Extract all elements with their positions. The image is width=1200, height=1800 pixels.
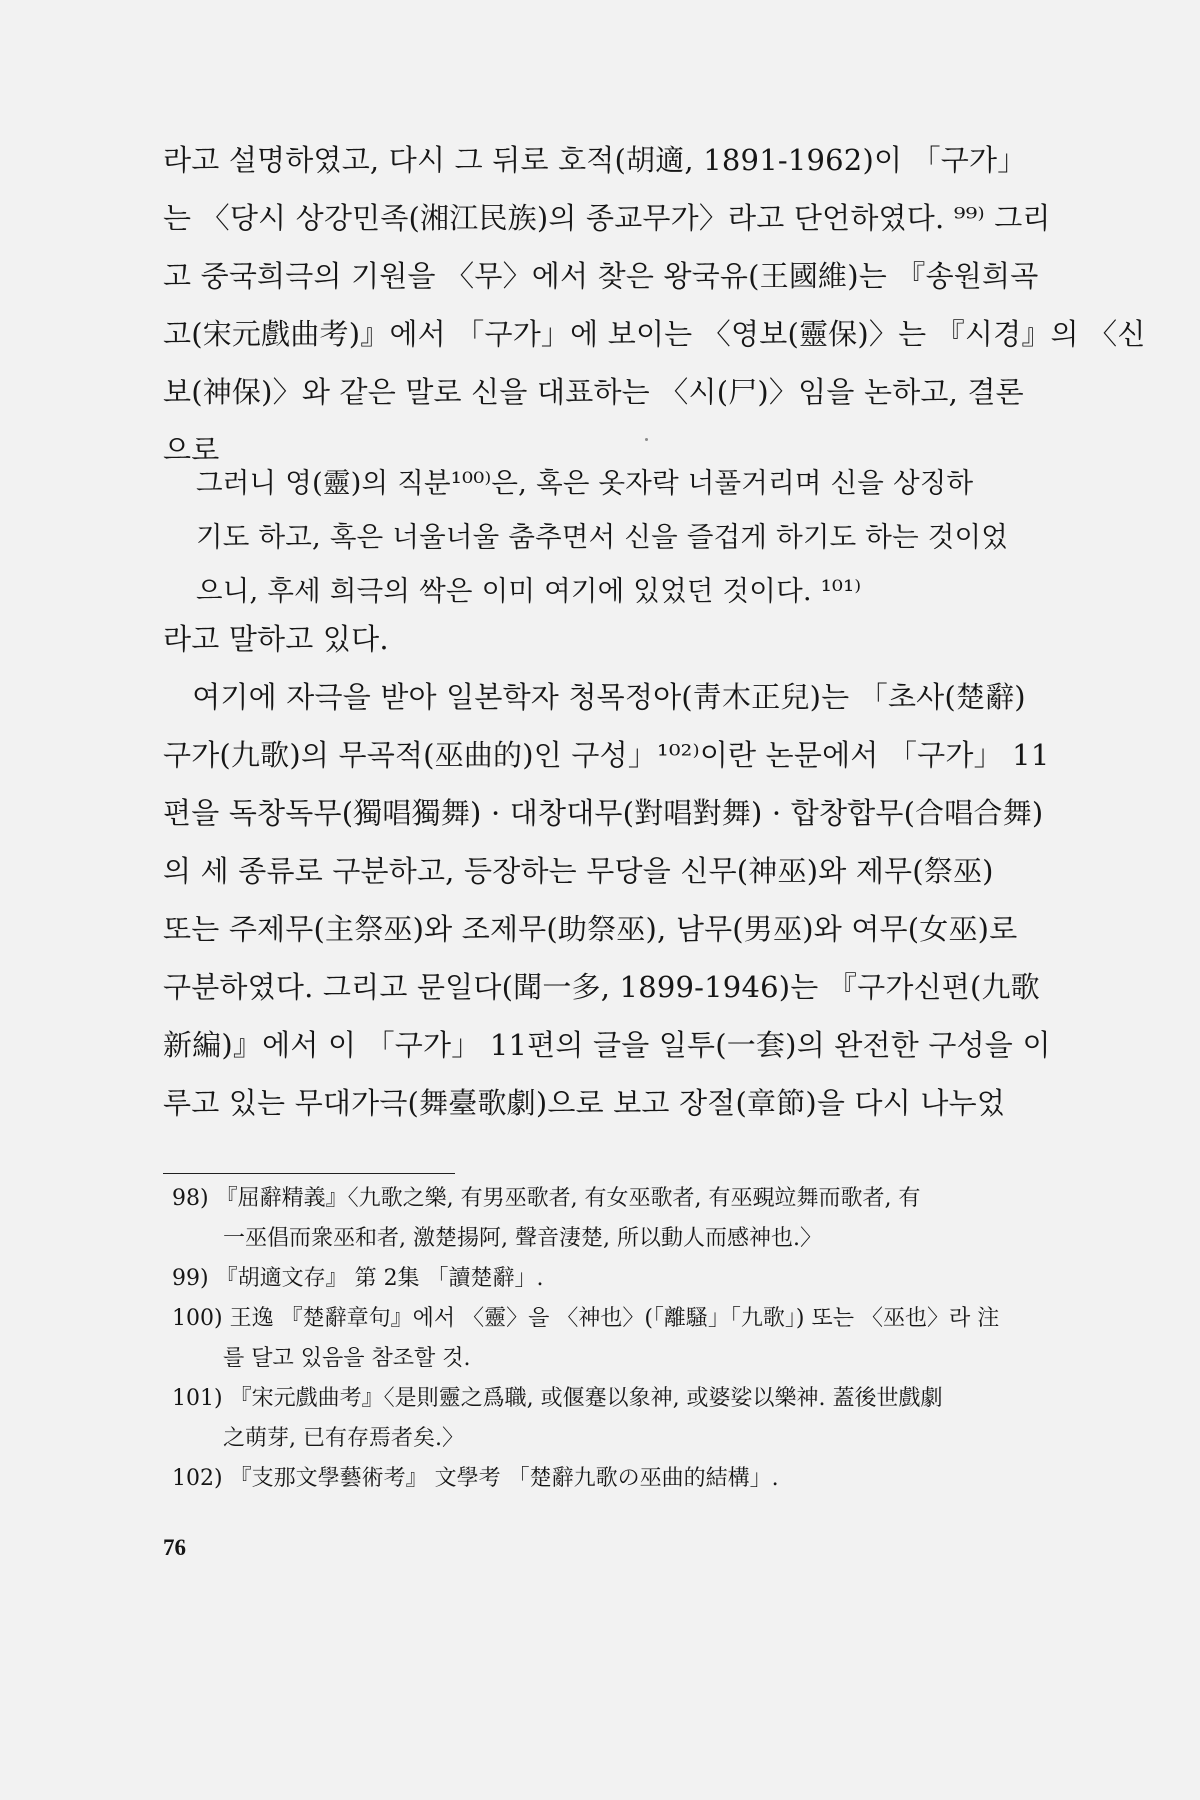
body-line: 의 세 종류로 구분하고, 등장하는 무당을 신무(神巫)와 제무(祭巫) (163, 854, 994, 888)
body-line: 고(宋元戲曲考)』에서 「구가」에 보이는 〈영보(靈保)〉는 『시경』의 〈신 (163, 317, 1146, 351)
body-line: 루고 있는 무대가극(舞臺歌劇)으로 보고 장절(章節)을 다시 나누었 (163, 1086, 1006, 1120)
footnote-number: 102) (172, 1466, 223, 1491)
body-line: 편을 독창독무(獨唱獨舞) · 대창대무(對唱對舞) · 합창합무(合唱合舞) (163, 796, 1044, 830)
footnote-text: 一巫倡而衆巫和者, 激楚揚阿, 聲音淒楚, 所以動人而感神也.〉 (223, 1226, 822, 1251)
body-line: 고 중국희극의 기원을 〈무〉에서 찾은 왕국유(王國維)는 『송원희곡 (163, 259, 1039, 293)
footnote-divider (163, 1173, 455, 1174)
quote-line: 기도 하고, 혹은 너울너울 춤추면서 신을 즐겁게 하기도 하는 것이었 (196, 521, 1009, 553)
footnote-text: 王逸 『楚辭章句』에서 〈靈〉을 〈神也〉(「離騷」「九歌」) 또는 〈巫也〉라 注 (229, 1306, 1000, 1331)
footnote-99 (172, 1259, 1038, 1299)
footnote-102 (172, 1459, 1038, 1499)
body-line: 보(神保)〉와 같은 말로 신을 대표하는 〈시(尸)〉임을 논하고, 결론 (163, 375, 1024, 409)
scan-speck (645, 438, 648, 441)
footnote-number: 100) (172, 1306, 223, 1331)
footnotes (172, 1179, 1038, 1499)
footnote-text: 『支那文學藝術考』 文學考 「楚辭九歌の巫曲的結構」. (229, 1466, 779, 1491)
block-quote (196, 456, 1038, 618)
body-line: 라고 설명하였고, 다시 그 뒤로 호적(胡適, 1891-1962)이 「구가」 (163, 143, 1027, 177)
body-line: 으로 (163, 433, 220, 467)
quote-line: 으니, 후세 희극의 싹은 이미 여기에 있었던 것이다. ¹⁰¹⁾ (196, 575, 862, 607)
page-number: 76 (163, 1535, 186, 1560)
footnote-100 (172, 1299, 1038, 1379)
footnote-text: 『宋元戲曲考』〈是則靈之爲職, 或偃蹇以象神, 或婆娑以樂神. 蓋後世戲劇 (229, 1386, 943, 1411)
body-line: 는 〈당시 상강민족(湘江民族)의 종교무가〉라고 단언하였다. ⁹⁹⁾ 그리 (163, 201, 1051, 235)
footnote-text: 之萌芽, 已有存焉者矣.〉 (223, 1426, 464, 1451)
body-text-top (163, 131, 1146, 479)
footnote-text: 『胡適文存』 第 2集 「讀楚辭」. (215, 1266, 544, 1291)
footnote-text: 를 달고 있음을 참조할 것. (223, 1346, 471, 1371)
footnote-number: 101) (172, 1386, 223, 1411)
body-line: 구가(九歌)의 무곡적(巫曲的)인 구성」¹⁰²⁾이란 논문에서 「구가」 11 (163, 738, 1050, 772)
footnote-number: 99) (172, 1266, 209, 1291)
body-line: 여기에 자극을 받아 일본학자 청목정아(靑木正兒)는 「초사(楚辭) (163, 680, 1026, 714)
body-text-bottom (163, 610, 1051, 1132)
body-line: 또는 주제무(主祭巫)와 조제무(助祭巫), 남무(男巫)와 여무(女巫)로 (163, 912, 1018, 946)
footnote-98 (172, 1179, 1038, 1259)
body-line: 新編)』에서 이 「구가」 11편의 글을 일투(一套)의 완전한 구성을 이 (163, 1028, 1051, 1062)
footnote-number: 98) (172, 1186, 209, 1211)
quote-line: 그러니 영(靈)의 직분¹⁰⁰⁾은, 혹은 옷자락 너풀거리며 신을 상징하 (196, 467, 974, 499)
body-line: 라고 말하고 있다. (163, 622, 389, 656)
footnote-101 (172, 1379, 1038, 1459)
body-line: 구분하였다. 그리고 문일다(聞一多, 1899-1946)는 『구가신편(九歌 (163, 970, 1040, 1004)
footnote-text: 『屈辭精義』〈九歌之樂, 有男巫歌者, 有女巫歌者, 有巫覡竝舞而歌者, 有 (215, 1186, 921, 1211)
